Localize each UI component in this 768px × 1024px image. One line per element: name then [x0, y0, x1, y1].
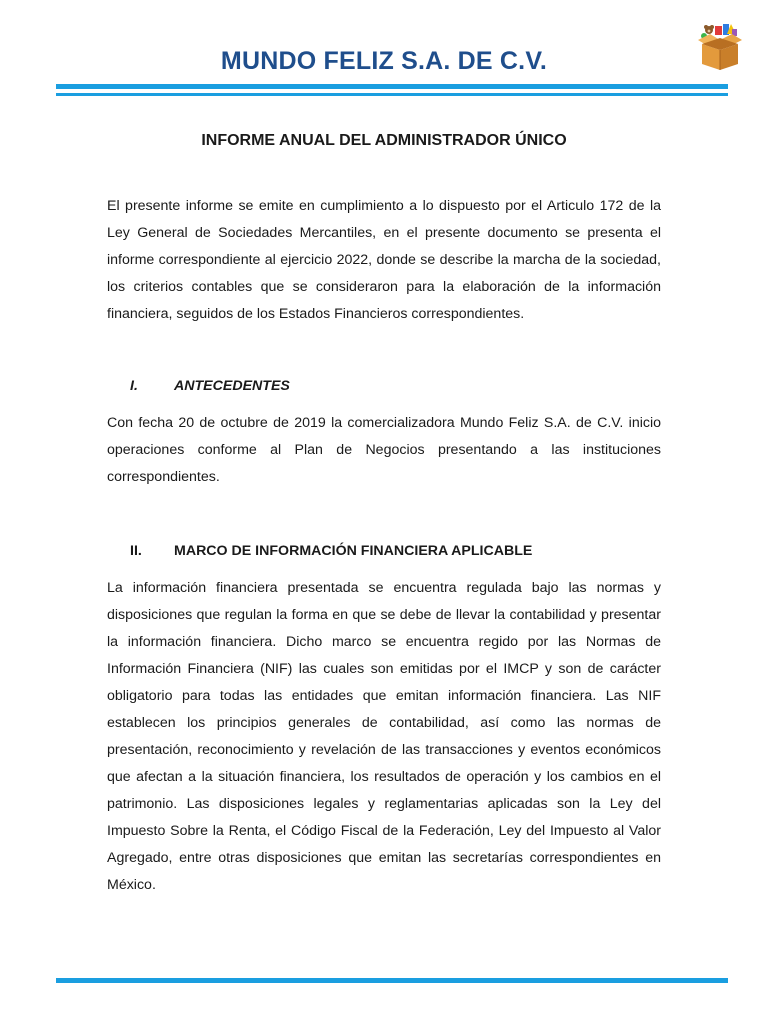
toy-box-icon: [694, 20, 746, 72]
footer-rule: [56, 978, 728, 983]
section-number: I.: [130, 378, 138, 394]
header-rule-thin: [56, 93, 728, 96]
header-rule-thick: [56, 84, 728, 89]
company-name: MUNDO FELIZ S.A. DE C.V.: [220, 47, 548, 75]
intro-paragraph: El presente informe se emite en cumplimiento a lo dispuesto por el Articulo 172 de la Ley General de Sociedades Mercantiles, en el presente documento se presenta el informe correspondiente al ejercicio 2022, donde se describe la marcha de la sociedad, los criterios contables que se consideraron para la elaboración de la información financiera, seguidos de los Estados Financieros correspondientes.: [107, 198, 661, 322]
report-title: INFORME ANUAL DEL ADMINISTRADOR ÚNICO: [201, 132, 567, 149]
section-number: II.: [130, 543, 142, 559]
section-heading-antecedentes: [130, 376, 290, 396]
section-body-marco: La información financiera presentada se encuentra regulada bajo las normas y disposiciones que regulan la forma en que se debe de llevar la contabilidad y presentar la información financiera. Dicho marco se encuentra regido por las Normas de Información Financiera (NIF) las cuales son emitidas por el IMCP y son de carácter obligatorio para todas las entidades que emitan información financiera. Las NIF establecen los principios generales de contabilidad, así como las normas de presentación, reconocimiento y revelación de las transacciones y eventos económicos que afectan a la situación financiera, los resultados de operación y los cambios en el patrimonio. Las disposiciones legales y reglamentarias aplicadas son la Ley del Impuesto Sobre la Renta, el Código Fiscal de la Federación, Ley del Impuesto al Valor Agregado, entre otras disposiciones que emitan las secretarías correspondientes en México.: [107, 580, 661, 893]
section-title: MARCO DE INFORMACIÓN FINANCIERA APLICABLE: [174, 543, 533, 559]
section-title: ANTECEDENTES: [174, 378, 290, 394]
section-heading-marco: [130, 541, 532, 561]
section-body-antecedentes: Con fecha 20 de octubre de 2019 la comercializadora Mundo Feliz S.A. de C.V. inicio operaciones conforme al Plan de Negocios presentando a las instituciones correspondientes.: [107, 415, 661, 485]
